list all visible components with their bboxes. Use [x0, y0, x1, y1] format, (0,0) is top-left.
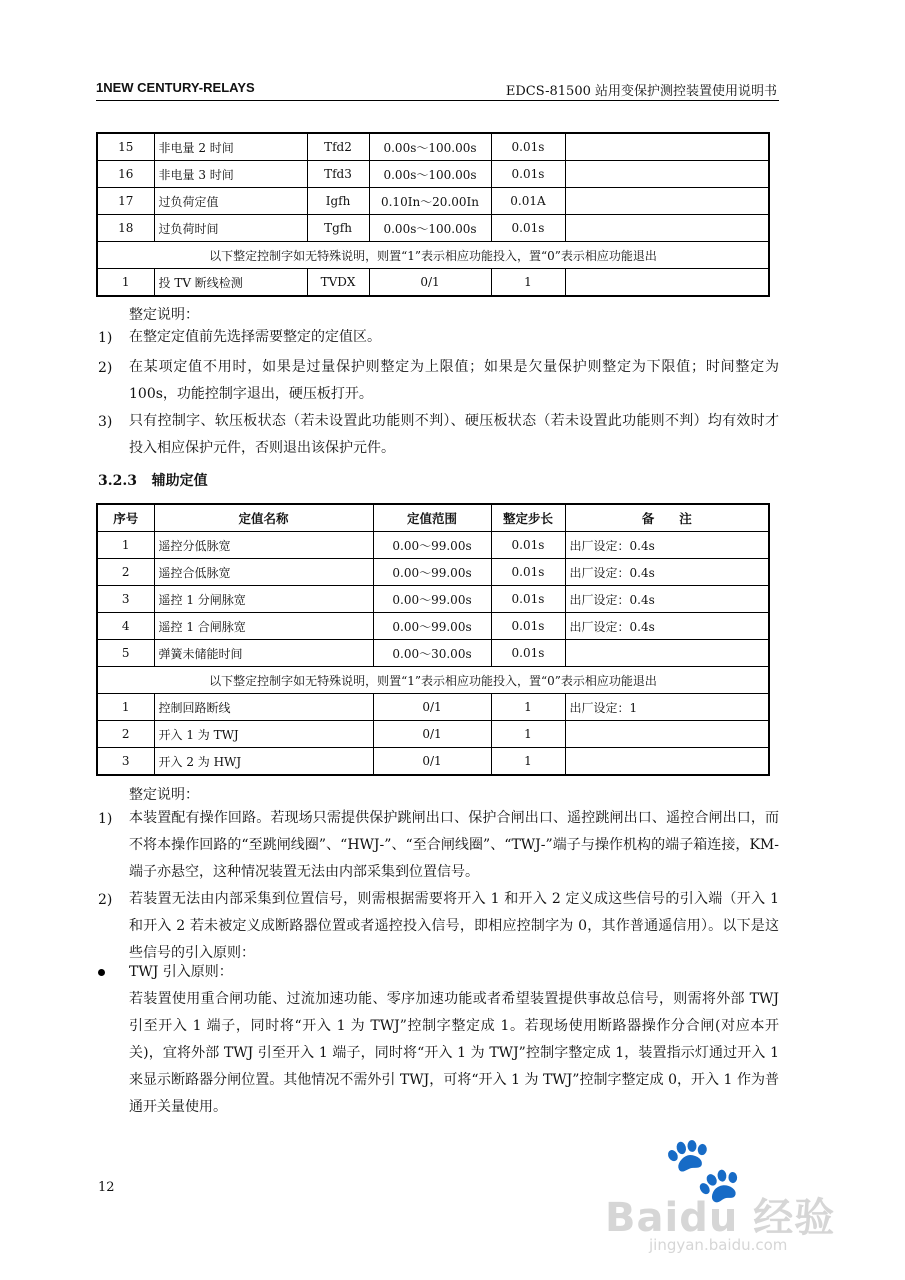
table-span-row	[97, 242, 769, 269]
table-header-row	[97, 504, 769, 532]
list-item-text: 在某项定值不用时，如果是过量保护则整定为上限值；如果是欠量保护则整定为下限值；时间整定为 100s，功能控制字退出，硬压板打开。	[129, 359, 779, 402]
cell-range: 0.00s～100.00s	[369, 215, 491, 242]
cell-step: 0.01s	[491, 133, 565, 161]
section-number: 3.2.3	[98, 473, 137, 489]
cell-note	[565, 215, 769, 242]
cell-range: 0.00～99.00s	[373, 532, 491, 559]
cell-code: Igfh	[307, 188, 369, 215]
header-step: 整定步长	[491, 504, 565, 532]
list-item-number: 2)	[98, 360, 113, 376]
list-item-number: 3)	[98, 414, 113, 430]
cell-no: 5	[97, 640, 154, 667]
header-note: 备 注	[565, 504, 769, 532]
cell-range: 0.00～99.00s	[373, 586, 491, 613]
list-item-number: 2)	[98, 892, 113, 908]
cell-name: 遥控分低脉宽	[154, 532, 373, 559]
table-row	[97, 188, 769, 215]
cell-no: 3	[97, 586, 154, 613]
table-span-row	[97, 667, 769, 694]
cell-note	[565, 161, 769, 188]
cell-step: 0.01s	[491, 161, 565, 188]
cell-no: 3	[97, 748, 154, 776]
table-row	[97, 133, 769, 161]
bullet-dot	[98, 969, 105, 976]
cell-no: 2	[97, 721, 154, 748]
cell-name: 遥控合低脉宽	[154, 559, 373, 586]
cell-note	[565, 748, 769, 776]
cell-step: 1	[491, 694, 565, 721]
cell-code: TVDX	[307, 269, 369, 297]
header-rule	[96, 100, 779, 101]
table-row	[97, 532, 769, 559]
cell-note	[565, 133, 769, 161]
header-company: 1NEW CENTURY-RELAYS	[96, 80, 255, 95]
cell-step: 1	[491, 748, 565, 776]
cell-name: 非电量 2 时间	[154, 133, 307, 161]
settings-table-1	[96, 132, 770, 297]
control-word-note: 以下整定控制字如无特殊说明，则置“1”表示相应功能投入，置“0”表示相应功能退出	[97, 667, 769, 694]
cell-no: 18	[97, 215, 154, 242]
cell-range: 0.00～99.00s	[373, 613, 491, 640]
cell-note	[565, 640, 769, 667]
cell-no: 17	[97, 188, 154, 215]
cell-step: 1	[491, 721, 565, 748]
table-row	[97, 215, 769, 242]
cell-range: 0.00s～100.00s	[369, 161, 491, 188]
cell-note: 出厂设定：1	[565, 694, 769, 721]
table-row	[97, 559, 769, 586]
cell-step: 0.01s	[491, 586, 565, 613]
cell-range: 0/1	[373, 721, 491, 748]
cell-no: 1	[97, 694, 154, 721]
page-number: 12	[98, 1180, 115, 1195]
table-row	[97, 640, 769, 667]
table-row	[97, 161, 769, 188]
cell-code: Tfd2	[307, 133, 369, 161]
cell-step: 0.01s	[491, 559, 565, 586]
bullet-title: TWJ 引入原则：	[129, 964, 233, 980]
cell-step: 0.01s	[491, 613, 565, 640]
cell-range: 0.00～30.00s	[373, 640, 491, 667]
cell-name: 开入 1 为 TWJ	[154, 721, 373, 748]
cell-name: 过负荷时间	[154, 215, 307, 242]
cell-note	[565, 269, 769, 297]
cell-note: 出厂设定：0.4s	[565, 586, 769, 613]
table-row	[97, 748, 769, 776]
cell-name: 控制回路断线	[154, 694, 373, 721]
cell-name: 弹簧未储能时间	[154, 640, 373, 667]
header-no: 序号	[97, 504, 154, 532]
cell-note	[565, 188, 769, 215]
settings-table-2	[96, 503, 770, 776]
list-item-number: 1)	[98, 811, 113, 827]
bullet-body: 若装置使用重合闸功能、过流加速功能、零序加速功能或者希望装置提供事故总信号，则需将外部 TWJ 引至开入 1 端子，同时将“开入 1 为 TWJ”控制字整定成 1。若现场使用断路器操作分合闸(对应本开关)，宜将外部 TWJ 引至开入 1 端子，同时将“开入 1 为 TWJ”控制字整定成 1，装置指示灯通过开入 1 来显示断路器分闸位置。其他情况不需外引 TWJ，可将“开入 1 为 TWJ”控制字整定成 0，开入 1 作为普通开关量使用。	[129, 991, 779, 1115]
cell-range: 0/1	[373, 748, 491, 776]
table-row	[97, 721, 769, 748]
list-item-text: 本装置配有操作回路。若现场只需提供保护跳闸出口、保护合闸出口、遥控跳闸出口、遥控合闸出口，而不将本操作回路的“至跳闸线圈”、“HWJ-”、“至合闸线圈”、“TWJ-”端子与操作机构的端子箱连接，KM-端子亦悬空，这种情况装置无法由内部采集到位置信号。	[129, 810, 779, 880]
cell-note: 出厂设定：0.4s	[565, 613, 769, 640]
watermark-brand: Baidu 经验	[605, 1195, 836, 1241]
list-item-text: 在整定定值前先选择需要整定的定值区。	[129, 329, 381, 345]
notes-title: 整定说明：	[129, 307, 199, 323]
cell-no: 1	[97, 269, 154, 297]
cell-name: 过负荷定值	[154, 188, 307, 215]
table-row	[97, 613, 769, 640]
cell-no: 16	[97, 161, 154, 188]
cell-step: 0.01s	[491, 215, 565, 242]
list-item-text: 只有控制字、软压板状态（若未设置此功能则不判）、硬压板状态（若未设置此功能则不判）均有效时才投入相应保护元件，否则退出该保护元件。	[129, 413, 779, 456]
paw-icon: 🐾	[663, 1133, 743, 1207]
list-item-number: 1)	[98, 330, 113, 346]
cell-no: 4	[97, 613, 154, 640]
cell-step: 0.01s	[491, 640, 565, 667]
cell-name: 非电量 3 时间	[154, 161, 307, 188]
cell-no: 1	[97, 532, 154, 559]
watermark-url: jingyan.baidu.com	[649, 1236, 788, 1254]
notes-title: 整定说明：	[129, 787, 199, 803]
cell-code: Tfd3	[307, 161, 369, 188]
cell-range: 0/1	[369, 269, 491, 297]
header-doc-title: EDCS-81500 站用变保护测控装置使用说明书	[505, 84, 777, 99]
cell-no: 2	[97, 559, 154, 586]
table-row	[97, 586, 769, 613]
cell-range: 0/1	[373, 694, 491, 721]
cell-range: 0.00～99.00s	[373, 559, 491, 586]
cell-range: 0.10In～20.00In	[369, 188, 491, 215]
table-row	[97, 694, 769, 721]
cell-note: 出厂设定：0.4s	[565, 532, 769, 559]
cell-name: 开入 2 为 HWJ	[154, 748, 373, 776]
watermark	[605, 1133, 855, 1258]
cell-step: 0.01A	[491, 188, 565, 215]
cell-note: 出厂设定：0.4s	[565, 559, 769, 586]
header-range: 定值范围	[373, 504, 491, 532]
header-name: 定值名称	[154, 504, 373, 532]
control-word-note: 以下整定控制字如无特殊说明，则置“1”表示相应功能投入，置“0”表示相应功能退出	[97, 242, 769, 269]
cell-note	[565, 721, 769, 748]
section-title: 辅助定值	[151, 473, 208, 489]
cell-name: 遥控 1 合闸脉宽	[154, 613, 373, 640]
cell-name: 遥控 1 分闸脉宽	[154, 586, 373, 613]
section-heading	[98, 470, 208, 490]
cell-no: 15	[97, 133, 154, 161]
cell-name: 投 TV 断线检测	[154, 269, 307, 297]
table-row	[97, 269, 769, 297]
cell-step: 0.01s	[491, 532, 565, 559]
cell-range: 0.00s～100.00s	[369, 133, 491, 161]
cell-code: Tgfh	[307, 215, 369, 242]
cell-step: 1	[491, 269, 565, 297]
list-item-text: 若装置无法由内部采集到位置信号，则需根据需要将开入 1 和开入 2 定义成这些信号的引入端（开入 1 和开入 2 若未被定义成断路器位置或者遥控投入信号，即相应控制字为 0，其作普通遥信用）。以下是这些信号的引入原则：	[129, 891, 779, 961]
